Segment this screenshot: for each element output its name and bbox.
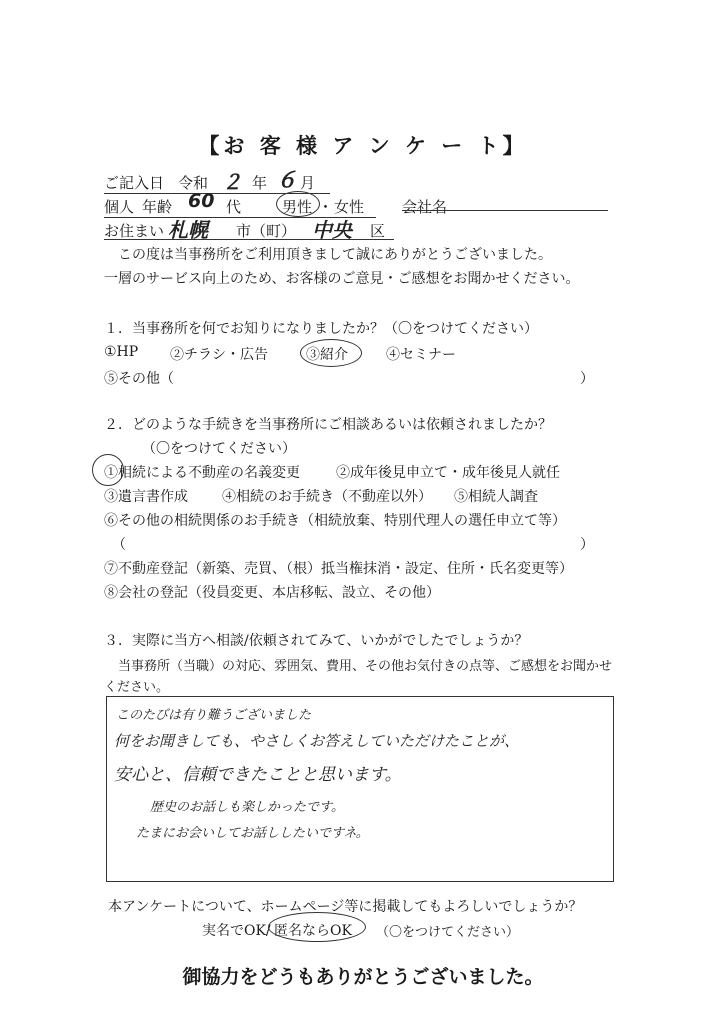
month-unit: 月 — [300, 174, 316, 192]
q3-question: ３．実際に当方へ相談/依頼されてみて、いかがでしたでしょうか？ — [104, 633, 529, 649]
comment-line-3: 安心と、信頼できたことと思います。 — [114, 765, 402, 785]
q2-option-1: ①相続による不動産の名義変更 — [104, 465, 300, 481]
q1-other-close: ） — [580, 371, 594, 387]
q2-option-5: ⑤相続人調査 — [454, 489, 538, 505]
intro-line-2: 一層のサービス向上のため、お客様のご意見・ご感想をお聞かせください。 — [104, 271, 580, 287]
ward-unit: 区 — [370, 222, 386, 240]
publish-option-anonymous: 匿名ならOK — [274, 923, 352, 939]
q1-option-seminar: ④セミナー — [386, 347, 456, 363]
address-label: お住まい — [104, 222, 165, 240]
q1-option-hp: ①HP — [104, 344, 139, 360]
female-option: 女性 — [334, 198, 365, 216]
age-unit: 代 — [226, 198, 242, 216]
footer-thanks: 御協力をどうもありがとうございました。 — [182, 966, 544, 988]
person-label: 個人 — [104, 198, 135, 216]
q1-option-flyer: ②チラシ・広告 — [170, 347, 268, 363]
q2-option-2: ②成年後見申立て・成年後見人就任 — [336, 465, 560, 481]
q2-option-7: ⑦不動産登記（新築、売買、（根）抵当権抹消・設定、住所・氏名変更等） — [104, 561, 573, 577]
comment-line-2: 何をお聞きしても、やさしくお答えしていただけたことが、 — [114, 732, 520, 750]
city-value: 札幌 — [168, 218, 208, 242]
comment-line-5: たまにお会いしてお話ししたいですネ。 — [136, 826, 369, 841]
era-label: 令和 — [178, 174, 209, 192]
company-label: 会社名 — [402, 198, 448, 216]
q2-option-4: ④相続のお手続き（不動産以外） — [222, 489, 432, 505]
intro-line-1: この度は当事務所をご利用頂きまして誠にありがとうございました。 — [118, 247, 552, 263]
q1-question: １．当事務所を何でお知りになりましたか？（〇をつけてください） — [104, 321, 538, 337]
company-underline — [402, 210, 608, 211]
month-value: ６ — [276, 168, 297, 192]
q1-option-referral: ③紹介 — [306, 347, 348, 363]
comment-line-4: 歴史のお話しも楽しかったです。 — [150, 800, 344, 815]
year-value: ２ — [222, 170, 242, 194]
q2-option-8: ⑧会社の登記（役員変更、本店移転、設立、その他） — [104, 585, 440, 601]
age-label: 年齢 — [142, 198, 173, 216]
q2-paren-open: （ — [112, 537, 126, 553]
age-value: 60 — [188, 190, 215, 212]
city-unit: 市（町） — [236, 222, 297, 240]
comment-line-1: このたびは有り難うございました — [116, 708, 312, 723]
ward-value: 中央 — [312, 218, 352, 242]
q2-note: （〇をつけてください） — [142, 441, 296, 457]
q2-option-6: ⑥その他の相続関係のお手続き（相続放棄、特別代理人の選任申立て等） — [104, 513, 566, 529]
page-title: 【お 客 様 ア ン ケ ー ト】 — [198, 133, 528, 158]
male-option: 男性 — [282, 198, 313, 216]
gender-separator: ・ — [318, 198, 334, 216]
publish-option-real-name: 実名でOK/ — [202, 923, 271, 939]
q3-description-2: ください。 — [104, 680, 170, 695]
comment-box — [106, 696, 614, 882]
publish-note: （〇をつけてください） — [376, 925, 520, 940]
q3-description-1: 当事務所（当職）の対応、雰囲気、費用、その他お気付きの点等、ご感想をお聞かせ — [118, 659, 613, 674]
year-unit: 年 — [252, 174, 268, 192]
date-label: ご記入日 — [104, 174, 165, 192]
q1-option-other: ⑤その他（ — [104, 371, 174, 387]
q2-option-3: ③遺言書作成 — [104, 489, 188, 505]
address-underline — [104, 239, 394, 240]
q2-paren-close: ） — [580, 537, 594, 553]
q2-question: ２．どのような手続きを当事務所にご相談あるいは依頼されましたか？ — [104, 417, 552, 433]
publish-question: 本アンケートについて、ホームページ等に掲載してもよろしいでしょうか？ — [108, 899, 583, 915]
